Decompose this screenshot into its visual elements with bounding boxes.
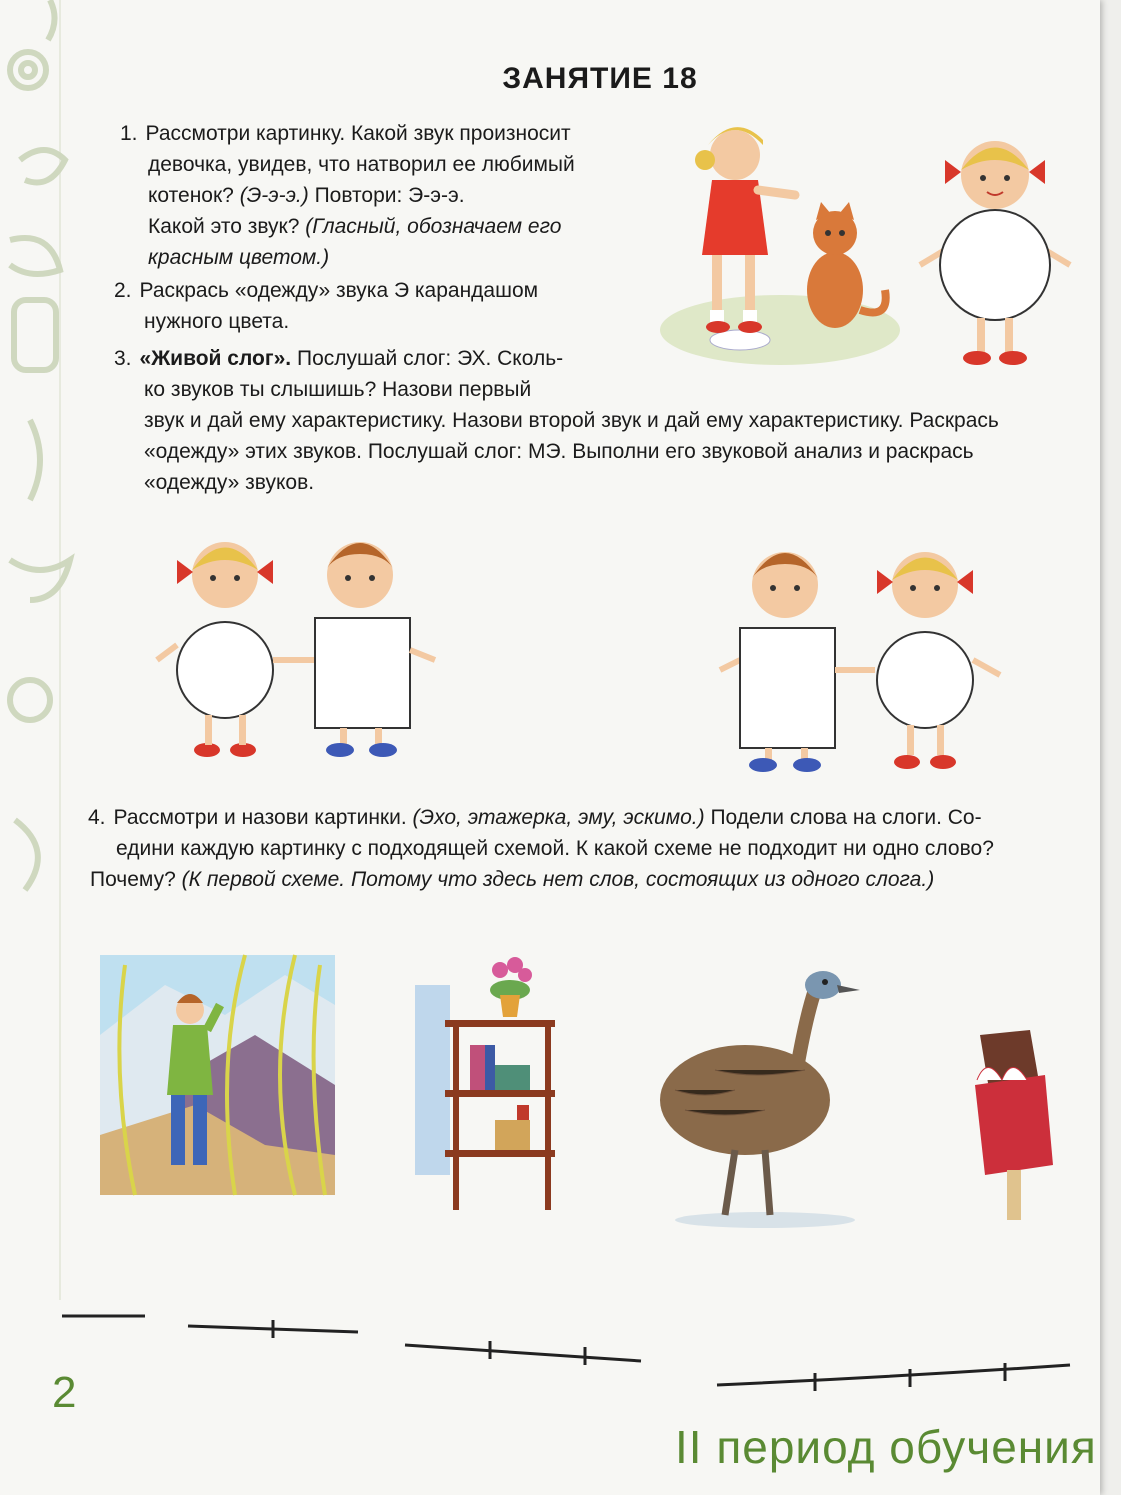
task-4 xyxy=(88,802,1078,895)
syllable-scheme-2 xyxy=(186,1310,366,1350)
task-1-line-3 xyxy=(120,180,620,211)
task-4-answer: (К первой схеме. Потому что здесь нет слов, состоящих из одного слога.) xyxy=(181,868,935,891)
task-1-text: Повтори: Э-э-э. xyxy=(314,184,465,207)
task-4-text: Почему? xyxy=(90,868,176,891)
task-1-text: Какой это звук? xyxy=(148,215,300,238)
task-4-text: Подели слова на слоги. Со- xyxy=(710,806,982,829)
task-3-line-1: Послушай слог: ЭХ. Сколь- xyxy=(296,347,564,370)
task-2-line-1: Раскрась «одежду» звука Э карандашом xyxy=(139,279,539,302)
task-1 xyxy=(120,118,620,273)
task-4-text: Рассмотри и назови картинки. xyxy=(113,806,407,829)
emu-bird-picture xyxy=(655,960,870,1230)
task-3-line-2: ко звуков ты слышишь? Назови первый xyxy=(144,378,532,401)
syllable-scheme-3 xyxy=(403,1335,643,1375)
task-1-answer: (Э-э-э.) xyxy=(239,184,309,207)
syllable-scheme-1 xyxy=(60,1300,150,1330)
task-3-heading: «Живой слог». xyxy=(139,347,292,370)
decorative-border-pattern xyxy=(0,0,95,1300)
task-1-answer: (Гласный, обозначаем его xyxy=(305,215,562,238)
task-3-line-4: «одежду» этих звуков. Послушай слог: МЭ. Выполни его звуковой анализ и раскрась xyxy=(144,440,974,463)
task-4-answer: (Эхо, этажерка, эму, эскимо.) xyxy=(412,806,705,829)
syllable-scheme-4 xyxy=(715,1355,1075,1395)
girl-boy-pair-illustration xyxy=(155,530,445,770)
task-4-line-3 xyxy=(88,864,1078,895)
task-number: 1. xyxy=(120,122,138,145)
page-number: 2 xyxy=(52,1368,77,1417)
task-number: 4. xyxy=(88,806,106,829)
task-2 xyxy=(114,275,614,337)
girl-and-kitten-illustration xyxy=(650,115,910,375)
task-1-line-1: Рассмотри картинку. Какой звук произносит xyxy=(145,122,571,145)
task-3-line-5: «одежду» звуков. xyxy=(144,471,315,494)
task-1-line-2: девочка, увидев, что натворил ее любимый xyxy=(148,153,575,176)
echo-boy-picture xyxy=(95,945,345,1205)
task-3-line-3: звук и дай ему характеристику. Назови второй звук и дай ему характеристику. Раскрась xyxy=(144,409,999,432)
task-4-line-2: едини каждую картинку с подходящей схемой. К какой схеме не подходит ни одно слово? xyxy=(116,837,994,860)
task-number: 3. xyxy=(114,347,132,370)
period-title: II период обучения xyxy=(675,1421,1097,1473)
task-1-text: котенок? xyxy=(148,184,234,207)
lesson-title: ЗАНЯТИЕ 18 xyxy=(502,62,698,95)
task-1-line-4 xyxy=(120,211,620,242)
girl-circle-dress-illustration xyxy=(915,130,1075,375)
eskimo-icecream-picture xyxy=(965,1025,1055,1225)
task-number: 2. xyxy=(114,279,132,302)
boy-girl-pair-illustration xyxy=(715,540,1010,780)
task-2-line-2: нужного цвета. xyxy=(144,310,290,333)
task-1-line-5: красным цветом.) xyxy=(148,246,330,269)
etazherka-shelf-picture xyxy=(415,945,565,1215)
